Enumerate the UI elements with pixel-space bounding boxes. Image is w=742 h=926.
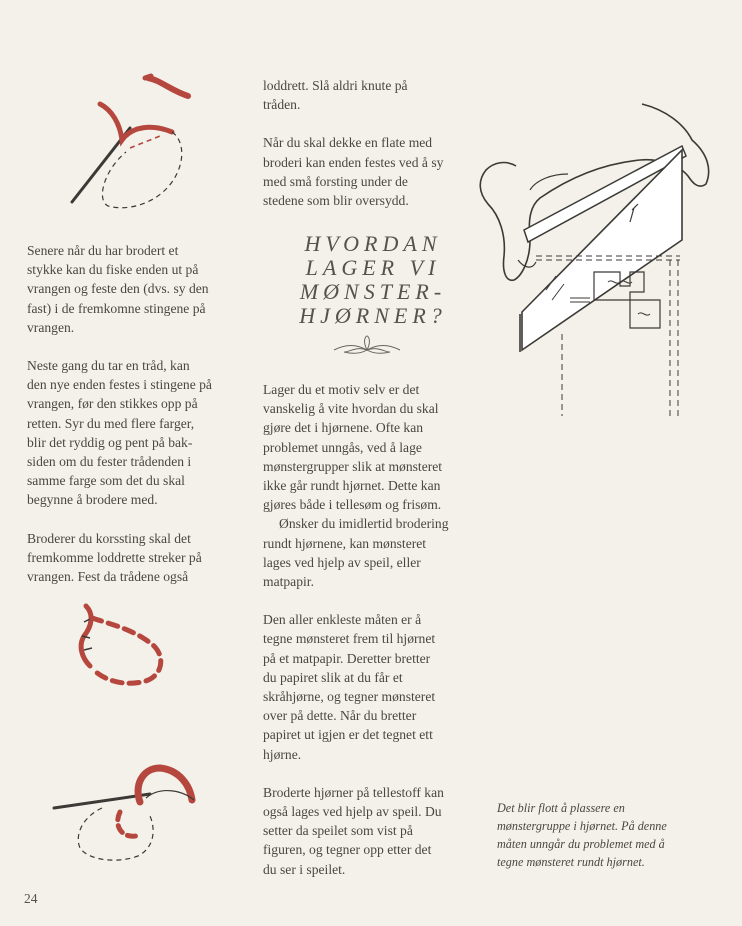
page-number: 24 [24,891,38,906]
thread-loop-illustration [70,596,180,696]
left-column [27,241,245,605]
paragraph-7: Ønsker du imidlertid brodering rundt hjørnene, kan mønsteret lages ved hjelp av speil, eller matpapir. [263,516,449,590]
paragraph-4: loddrett. Slå aldri knute på tråden. [263,78,408,113]
section-heading: HVORDAN LAGER VI MØNSTER- HJØRNER? [299,231,447,328]
paragraph-2: Neste gang du tar en tråd, kan den nye enden festes i stingene på vrangen, før den stikkes opp på retten. Syr du med flere farger, blir det ryddig og pent på bak- siden om du fester trådenden i samme farge som det du skal begynne å brodere med. [27,358,212,508]
paragraph-3: Broderer du korssting skal det fremkomme loddrette streker på vrangen. Fest da trådene også [27,530,202,585]
paragraph-1: Senere når du har brodert et stykke kan du fiske enden ut på vrangen og feste den (dvs. sy den fast) i de fremkomne stingene på vrangen. [27,243,209,335]
paragraph-5: Når du skal dekke en flate med broderi kan enden festes ved å sy med små forsting under de stedene som blir oversydd. [263,135,444,209]
needle-thread-illustration-1 [60,70,200,220]
leaf-ornament-icon [330,334,404,358]
paragraph-9: Broderte hjørner på tellestoff kan også lages ved hjelp av speil. Du setter da speilet som vist på figuren, og tegner opp etter det du ser i speilet. [263,784,444,877]
paragraph-6: Lager du et motiv selv er det vanskelig å vite hvordan du skal gjøre det i hjørnene. Ofte kan problemet unngås, ved å lage mønstergrupper slik at mønsteret ikke går rundt hjørnet. Dette kan gjøres både i tellesøm og frisøm. [263,382,443,513]
paragraph-8: Den aller enkleste måten er å tegne mønsteret frem til hjørnet på et matpapir. Deretter bretter du papiret slik at du får et skråhjørne, og tegner mønsteret over på dette. Når du bretter papiret ut igjen er det tegnet ett hjørne. [263,612,436,762]
middle-column-top [263,76,485,229]
needle-thread-illustration-2 [50,760,210,870]
middle-column-bottom [263,380,485,898]
mirror-corner-illustration [470,100,720,430]
figure-caption: Det blir flott å plassere en mønstergruppe i hjørnet. På denne måten unngår du problemet med å tegne mønsteret rundt hjørnet. [497,801,667,869]
